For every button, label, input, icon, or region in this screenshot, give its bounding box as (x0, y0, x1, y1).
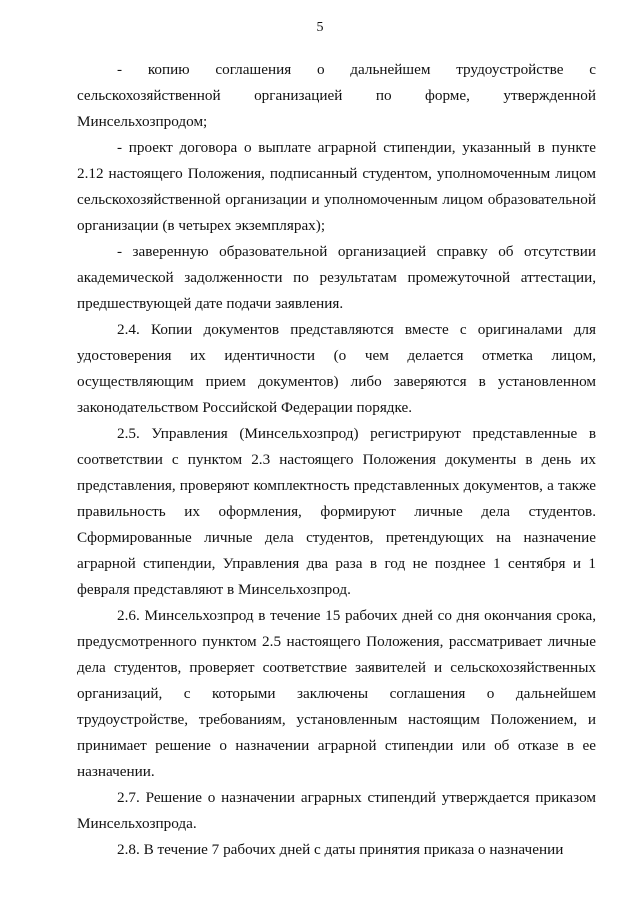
paragraph-list-item-certificate: - заверенную образовательной организацией справку об отсутствии академической задолженности по результатам промежуточной аттестации, предшествующей дате подачи заявления. (77, 243, 596, 312)
paragraph-2-5: 2.5. Управления (Минсельхозпрод) регистрируют представленные в соответствии с пунктом 2.3 настоящего Положения документы в день их представления, проверяют комплектность представленных документов, а также правильность их оформления, формируют личные дела студентов. Сформированные личные дела студентов, претендующих на назначение аграрной стипендии, Управления два раза в год не позднее 1 сентября и 1 февраля представляют в Минсельхозпрод. (77, 425, 596, 598)
paragraph-2-6: 2.6. Минсельхозпрод в течение 15 рабочих дней со дня окончания срока, предусмотренного пунктом 2.5 настоящего Положения, рассматривает личные дела студентов, проверяет соответствие заявителей и сельскохозяйственных организаций, с которыми заключены соглашения о дальнейшем трудоустройстве, требованиям, установленным настоящим Положением, и принимает решение о назначении аграрной стипендии или об отказе в ее назначении. (77, 607, 596, 780)
paragraph-list-item-contract-draft: - проект договора о выплате аграрной стипендии, указанный в пункте 2.12 настоящего Положения, подписанный студентом, уполномоченным лицом сельскохозяйственной организации и уполномоченным лицом образовательной организации (в четырех экземплярах); (77, 139, 596, 234)
paragraph-2-4: 2.4. Копии документов представляются вместе с оригиналами для удостоверения их идентичности (о чем делается отметка лицом, осуществляющим прием документов) либо заверяются в установленном законодательством Российской Федерации порядке. (77, 321, 596, 416)
paragraph-list-item-agreement-copy: - копию соглашения о дальнейшем трудоустройстве с сельскохозяйственной организацией по форме, утвержденной Минсельхозпродом; (77, 61, 596, 130)
document-body (77, 57, 596, 863)
paragraph-2-7: 2.7. Решение о назначении аграрных стипендий утверждается приказом Минсельхозпрода. (77, 789, 596, 832)
page-number: 5 (316, 20, 324, 35)
paragraph-2-8: 2.8. В течение 7 рабочих дней с даты принятия приказа о назначении (117, 841, 564, 858)
